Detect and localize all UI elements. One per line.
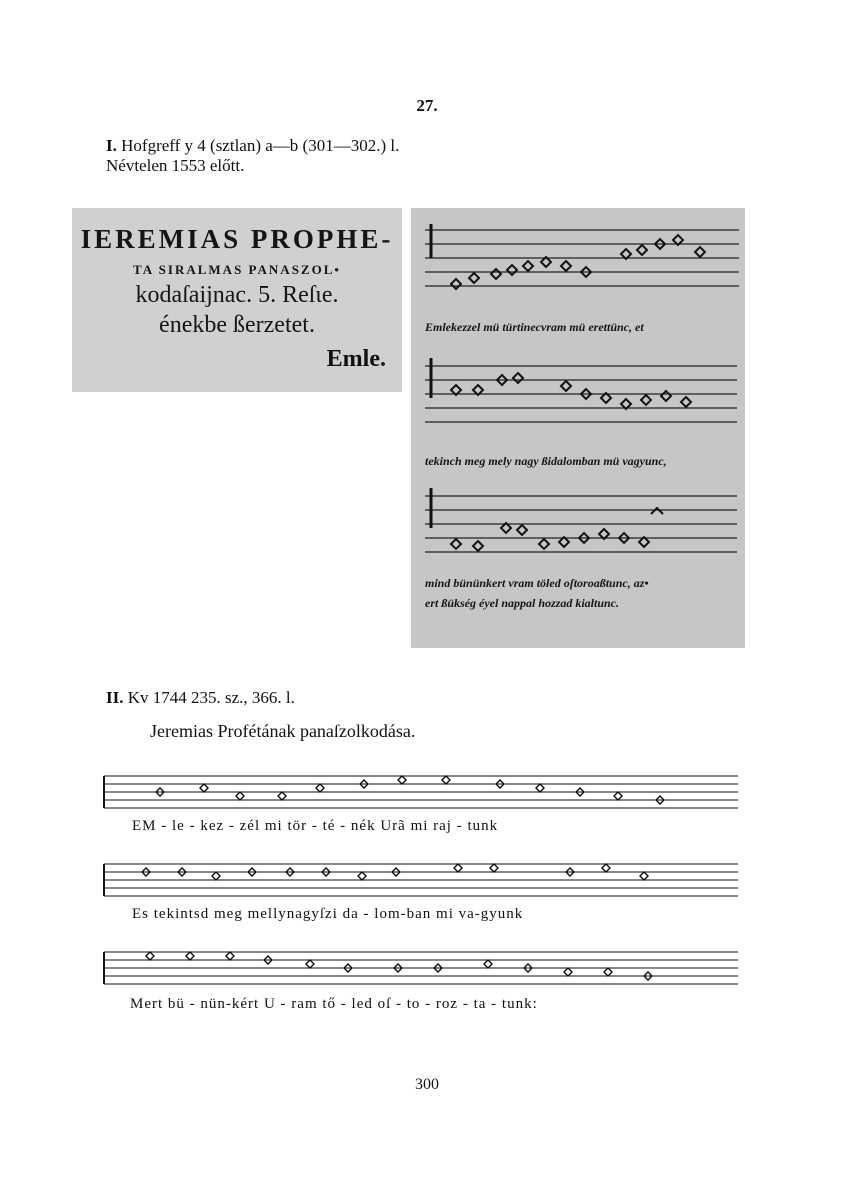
print-title-line-2: TA SIRALMAS PANASZOL•	[133, 262, 341, 277]
modern-notation	[0, 740, 854, 1030]
print-title-line-3: kodaſaijnac. 5. Reſɩe.	[135, 282, 339, 308]
facsimile-lyric-1: Emlekezzel mü türtinecvram mü erettünc, et	[425, 320, 644, 334]
section-2-caption: Jeremias Profétának panaſzolkodása.	[150, 721, 416, 741]
print-title-line-4: énekbe ßerzetet.	[159, 312, 315, 338]
lyrics-line-2: Es tekintsd meg mellynagyſzi da - lom-ban mi va-gyunk	[132, 906, 524, 922]
facsimile-lyric-2: tekinch meg mely nagy ßidalomban mü vagyunc,	[425, 454, 667, 468]
facsimile-lyric-3: mind bününkert vram töled oſtoroaßtunc, az•	[425, 576, 649, 590]
header-page-number: 27.	[416, 96, 438, 115]
section-1-subheading: Névtelen 1553 előtt.	[106, 156, 245, 175]
facsimile-title-page	[72, 208, 402, 392]
section-2-heading-text: Kv 1744 235. sz., 366. l.	[127, 688, 295, 707]
section-2-heading	[106, 688, 295, 708]
facsimile-lyric-4: ert ßükség éyel nappal hozzad kialtunc.	[425, 596, 620, 610]
print-title-line-1: IEREMIAS PROPHE-	[80, 224, 394, 254]
section-1-heading	[106, 136, 399, 156]
section-1-heading-text: Hofgreff y 4 (sztlan) a—b (301—302.) l.	[121, 136, 400, 155]
footer-page-number: 300	[415, 1076, 439, 1093]
section-2-roman: II.	[106, 688, 124, 707]
section-1-roman: I.	[106, 136, 117, 155]
facsimile-chant-page	[411, 208, 745, 648]
lyrics-line-3: Mert bü - nün-kért U - ram tő - led oſ - to - roz - ta - tunk:	[130, 996, 538, 1012]
print-title-line-5: Emle.	[326, 346, 386, 372]
lyrics-line-1: EM - le - kez - zél mi tör - té - nék Urã mi raj - tunk	[132, 818, 499, 834]
